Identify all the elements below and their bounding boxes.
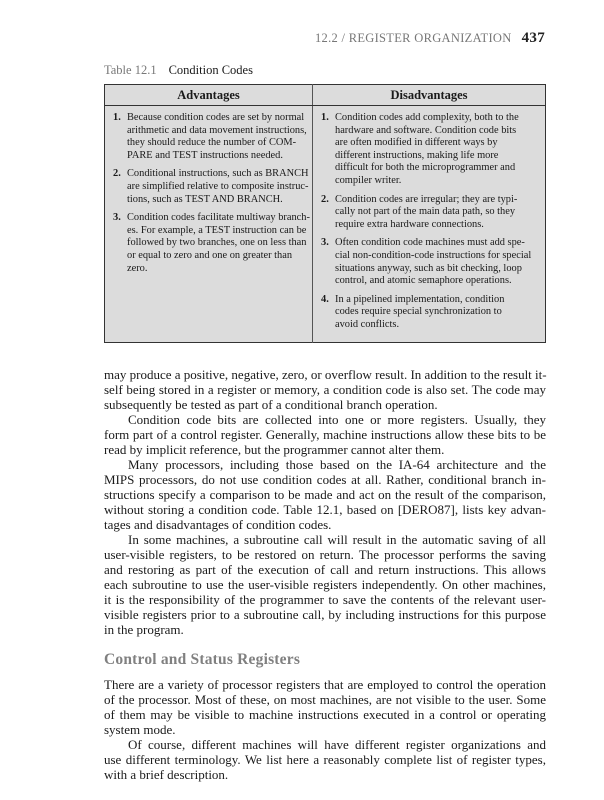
- item-line: cally not part of the main data path, so they: [335, 206, 516, 218]
- text-line: user-visible registers, to be restored on return. The processor performs the saving: [104, 546, 546, 562]
- text-line: may produce a positive, negative, zero, or overflow result. In addition to the result it-: [104, 366, 547, 382]
- text-line: each subroutine to use the user-visible registers independently. On other machines,: [104, 576, 546, 592]
- item-line: different instructions, making life more: [335, 149, 499, 161]
- body-text-top: [104, 367, 546, 637]
- item-line: avoid conflicts.: [335, 318, 400, 330]
- item-number: 2.: [321, 193, 329, 205]
- text-line: subsequently be tested as part of a conditional branch operation.: [104, 396, 438, 412]
- item-line: zero.: [127, 262, 148, 274]
- item-line: Often condition code machines must add spe-: [335, 237, 525, 249]
- item-line: Condition codes facilitate multiway branch-: [127, 212, 310, 224]
- item-line: Condition codes add complexity, both to the: [335, 112, 519, 123]
- item-number: 2.: [113, 168, 121, 180]
- text-line: self being stored in a register or memory, a condition code is also set. The code may: [104, 381, 546, 397]
- item-line: tions, such as TEST AND BRANCH.: [127, 193, 283, 205]
- paragraph: [104, 737, 546, 782]
- item-line: codes require special synchronization to: [335, 306, 502, 318]
- text-line: Of course, different machines will have different register organizations and: [128, 736, 546, 752]
- text-line: read by implicit reference, but the programmer cannot alter them.: [104, 441, 445, 457]
- item-text: [335, 237, 531, 287]
- page-number: 437: [521, 30, 545, 46]
- item-line: arithmetic and data movement instructions,: [127, 124, 307, 136]
- item-line: they should reduce the number of COM-: [127, 137, 297, 149]
- item-line: es. For example, a TEST instruction can be: [127, 224, 307, 236]
- item-line: followed by two branches, one on less than: [127, 237, 307, 249]
- item-line: Condition codes are irregular; they are typi-: [335, 193, 518, 205]
- text-line: without storing a condition code. Table 12.1, based on [DERO87], lists key advan-: [104, 501, 546, 517]
- text-line: structions specify a comparison to be made and act on the result of the comparison,: [104, 486, 546, 502]
- item-line: or equal to zero and one on greater than: [127, 249, 293, 261]
- running-head-section: 12.2 / REGISTER ORGANIZATION: [315, 31, 512, 45]
- list-item: [113, 212, 310, 275]
- body-text-bottom: [104, 677, 546, 782]
- item-line: hardware and software. Condition code bits: [335, 124, 517, 136]
- page-content: [104, 62, 546, 782]
- item-line: require extra hardware connections.: [335, 218, 484, 230]
- item-line: difficult for both the microprogrammer and: [335, 162, 516, 174]
- disadvantages-cell: [313, 106, 546, 343]
- paragraph: [104, 532, 546, 637]
- item-line: PARE and TEST instructions needed.: [127, 149, 283, 161]
- header-disadvantages: Disadvantages: [313, 85, 546, 106]
- item-line: compiler writer.: [335, 174, 402, 186]
- text-line: form part of a control register. Generally, machine instructions allow these bits to be: [104, 426, 546, 442]
- text-line: of the processor. Most of these, on most machines, are not visible to the user. Some: [104, 691, 546, 707]
- item-line: are often modified in different ways by: [335, 137, 498, 149]
- text-line: system mode.: [104, 721, 176, 737]
- table-title: Condition Codes: [168, 63, 253, 77]
- text-line: use different terminology. We list here a reasonably complete list of register types,: [104, 751, 546, 767]
- list-item: [113, 168, 309, 206]
- text-line: tages and disadvantages of condition codes.: [104, 516, 332, 532]
- table-caption: [104, 62, 546, 78]
- text-line: of them may be visible to machine instructions executed in a control or operating: [104, 706, 546, 722]
- item-text: [127, 168, 309, 206]
- item-line: In a pipelined implementation, condition: [335, 293, 505, 305]
- text-line: in the program.: [104, 621, 184, 637]
- header-advantages: Advantages: [105, 85, 313, 106]
- table-number: Table 12.1: [104, 63, 157, 77]
- text-line: Condition code bits are collected into one or more registers. Usually, they: [128, 411, 546, 427]
- item-text: [127, 212, 310, 275]
- item-line: Conditional instructions, such as BRANCH: [127, 168, 309, 180]
- list-item: [321, 294, 539, 332]
- item-number: 4.: [321, 293, 329, 305]
- list-item: [113, 112, 306, 162]
- text-line: visible registers prior to a subroutine call, by including instructions for this purpose: [104, 606, 546, 622]
- text-line: and restoring as part of the execution of call and return instructions. This allows: [104, 561, 546, 577]
- item-line: are simplified relative to composite instruc-: [127, 180, 309, 192]
- item-number: 3.: [113, 212, 121, 224]
- paragraph: [104, 367, 546, 412]
- list-item: [321, 112, 539, 188]
- list-item: [321, 237, 539, 287]
- section-heading: Control and Status Registers: [104, 650, 301, 668]
- item-line: situations anyway, such as bit checking, loop: [335, 262, 522, 274]
- item-number: 1.: [113, 112, 121, 123]
- text-line: with a brief description.: [104, 766, 229, 782]
- text-line: There are a variety of processor registers that are employed to control the operation: [104, 676, 546, 692]
- item-text: [335, 194, 517, 232]
- text-line: MIPS processors, do not use condition codes at all. Rather, conditional branch in-: [104, 471, 546, 487]
- item-number: 3.: [321, 237, 329, 249]
- item-line: control, and atomic semaphore operations.: [335, 275, 512, 287]
- item-number: 1.: [321, 112, 329, 123]
- item-text: [335, 294, 504, 332]
- text-line: Many processors, including those based on the IA-64 architecture and the: [128, 456, 546, 472]
- item-line: Because condition codes are set by normal: [127, 112, 305, 123]
- paragraph: [104, 677, 546, 737]
- advantages-cell: [105, 106, 313, 343]
- paragraph: [104, 412, 546, 457]
- running-head: [315, 30, 545, 46]
- text-line: it is the responsibility of the programmer to save the contents of the relevant user-: [104, 591, 546, 607]
- list-item: [321, 194, 539, 232]
- text-line: In some machines, a subroutine call will result in the automatic saving of all: [128, 531, 546, 547]
- item-text: [335, 112, 519, 188]
- paragraph: [104, 457, 546, 532]
- condition-codes-table: [104, 84, 546, 343]
- item-line: cial non-condition-code instructions for special: [335, 249, 532, 261]
- item-text: [127, 112, 306, 162]
